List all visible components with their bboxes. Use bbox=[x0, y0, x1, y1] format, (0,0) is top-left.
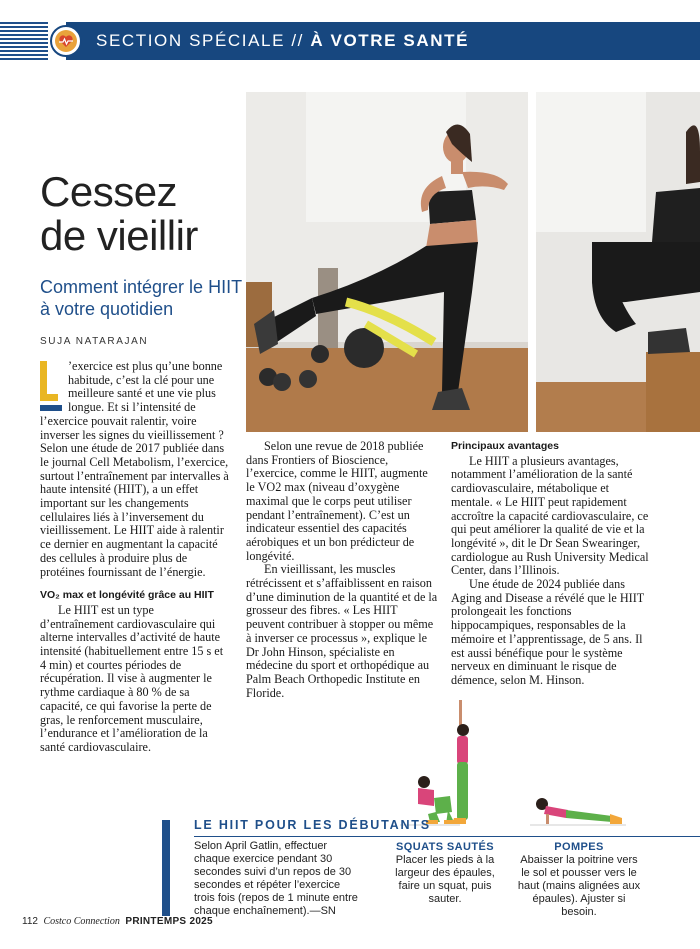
exercise-name: SQUATS SAUTÉS bbox=[396, 841, 494, 853]
article-column-1 bbox=[40, 360, 230, 755]
exercise-name: POMPES bbox=[554, 841, 604, 853]
box-accent-rule bbox=[162, 820, 170, 916]
issue-label: PRINTEMPS 2025 bbox=[125, 916, 213, 927]
lunge-photo bbox=[246, 92, 528, 432]
article-column-2 bbox=[246, 440, 438, 700]
publication-name: Costco Connection bbox=[43, 916, 120, 927]
beginners-intro: Selon April Gatlin, effectuer chaque exercice pendant 30 secondes suivi d’un repos de 30 secondes et répéter l’exercice trois fois (repos de 1 minute entre chaque enchaînement).—SN bbox=[194, 840, 358, 917]
exercise-squat-jumps bbox=[390, 840, 500, 906]
exercise-description: Placer les pieds à la largeur des épaules, faire un squat, puis sauter. bbox=[395, 854, 495, 905]
study-2024-paragraph: Une étude de 2024 publiée dans Aging and Disease a révélé que le HIIT prolongeait les fonctions hippocampiques, responsables de la mémoire et l’apprentissage, de 5 ans. Il est aussi bénéfique pour le système nerveux en diminuant le risque de démence, selon M. Hinson. bbox=[451, 577, 645, 687]
section-title bbox=[96, 31, 469, 51]
subheading-benefits: Principaux avantages bbox=[451, 440, 559, 452]
beginners-title: LE HIIT POUR LES DÉBUTANTS bbox=[194, 818, 431, 832]
benefits-paragraph: Le HIIT a plusieurs avantages, notamment l’amélioration de la santé cardiovasculaire, métabolique et mentale. « Le HIIT peut rapidement accroître la capacité cardiovasculaire, ce qui peut améliorer la qualité de vie et la longévité », dit le Dr Sean Swearinger, cardiologue au Rush University Medical Center, dans l’Illinois. bbox=[451, 453, 649, 578]
title-divider bbox=[194, 836, 700, 837]
article-title-line2: de vieillir bbox=[40, 212, 198, 259]
exercise-description: Abaisser la poitrine vers le sol et pousser vers le haut (mains alignées aux épaules). Ajuster si besoin. bbox=[517, 854, 641, 918]
hiit-definition-paragraph: Le HIIT est un type d’entraînement cardiovasculaire qui alterne intervalles d’activité de haute intensité (habituellement entre 15 s et 4 min) et courtes périodes de récupération. Il vise à augmenter le rythme cardiaque à 80 % de sa capacité, ce qui favorise la perte de gras, le renforcement musculaire, l’endurance et l’amélioration de la santé cardiovasculaire. bbox=[40, 602, 224, 754]
muscle-aging-paragraph: En vieillissant, les muscles rétrécissent et s’affaiblissent en raison d’une diminution de la quantité et de la grosseur des fibres. « Les HIIT peuvent contribuer à stopper ou même à inverser ce processus », explique le Dr John Hinson, spécialiste en médecine du sport et orthopédique au Palm Beach Orthopedic Institute en Floride. bbox=[246, 562, 438, 700]
page-number: 112 bbox=[22, 916, 38, 927]
hiit-beginners-box bbox=[162, 816, 700, 926]
article-title-line1: Cessez bbox=[40, 168, 178, 215]
section-topic: À VOTRE SANTÉ bbox=[310, 31, 470, 50]
drop-cap-l bbox=[40, 361, 62, 411]
page-footer bbox=[22, 916, 213, 927]
box-jump-photo bbox=[536, 92, 700, 432]
author-byline: SUJA NATARAJAN bbox=[40, 336, 149, 347]
article-column-3 bbox=[451, 440, 651, 688]
banner-stripes bbox=[0, 22, 48, 60]
article-title bbox=[40, 170, 250, 258]
intro-paragraph: ’exercice est plus qu’une bonne habitude, c’est la clé pour une meilleure santé et une vie plus longue. Et si l’intensité de l’exercice pouvait ralentir, voire inverser les signes du vieillissement ? Selon une étude de 2017 publiée dans le journal Cell Metabolism, l’exercice, surtout l’entraînement par intervalles à haute intensité (HIIT), a un effet important sur les changements cellulaires liés à l’inversement du vieillissement. Le HIIT aide à ralentir ce dernier en augmentant la capacité des cellules à produire plus de protéines fournissant de l’énergie. bbox=[40, 359, 229, 579]
exercise-illustrations bbox=[400, 700, 700, 830]
article-subtitle: Comment intégrer le HIIT à votre quotidien bbox=[40, 277, 242, 319]
exercise-pushups bbox=[516, 840, 642, 919]
section-banner bbox=[0, 22, 700, 60]
heart-health-logo-icon bbox=[50, 25, 82, 57]
jump-figure-illustration bbox=[452, 700, 469, 824]
vo2max-review-paragraph: Selon une revue de 2018 publiée dans Frontiers of Bioscience, l’exercice, comme le HIIT, augmente le VO2 max (niveau d’oxygène maximal que le corps peut utiliser pendant l’entraînement). C’est un indicateur essentiel des capacités aérobiques et un bon prédicteur de longévité. bbox=[246, 439, 428, 563]
subheading-vo2max: VO₂ max et longévité grâce au HIIT bbox=[40, 589, 214, 602]
section-label: SECTION SPÉCIALE // bbox=[96, 31, 305, 50]
